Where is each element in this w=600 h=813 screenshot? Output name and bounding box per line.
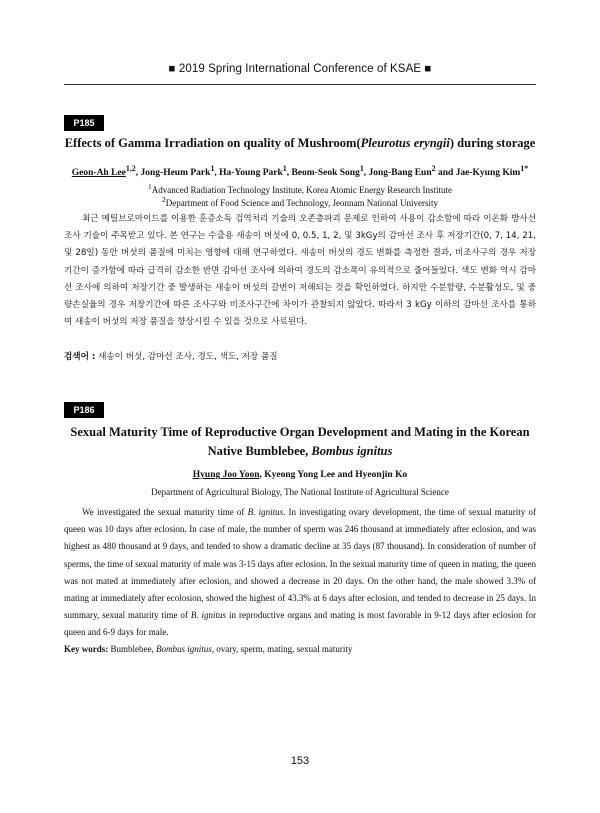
- affiliation-1: $^1$Advanced Radiation Technology Institute, Korea Atomic Energy Research Institute: [148, 182, 452, 195]
- abstract-title: Sexual Maturity Time of Reproductive Organ Development and Mating in the Korean Native Bumblebee, Bombus ignitus: [70, 425, 530, 458]
- affiliation: Department of Agricultural Biology, The National Institute of Agricultural Science: [151, 487, 449, 497]
- author: Ha-Young Park: [219, 168, 283, 179]
- author: Kyeong Yong Lee: [264, 470, 336, 480]
- abstract-title: Effects of Gamma Irradiation on quality of Mushroom(Pleurotus eryngii) during storage: [64, 136, 536, 150]
- presenting-author: Geon-Ah Lee: [71, 168, 126, 179]
- author: Jong-Bang Eun: [368, 168, 432, 179]
- abstract-id-badge: P186: [64, 402, 104, 418]
- author: Hyeonjin Ko: [355, 470, 408, 480]
- author-list: Hyung Joo Yoon, Kyeong Yong Lee and Hyeonjin Ko: [192, 470, 408, 480]
- page-number: 153: [290, 755, 310, 767]
- author: Jae-Kyung Kim: [455, 168, 521, 179]
- presenting-author: Hyung Joo Yoon: [192, 470, 260, 480]
- abstract-id-badge: P185: [64, 115, 104, 131]
- abstract-body: 최근 메틸브로마이드를 이용한 훈증소독 검역처리 기술의 오존층파괴 문제로 인하여 사용이 감소함에 따라 이온화 방사선 조사 기술이 주목받고 있다. 본 연구는 수출용 새송이 버섯에 0, 0.5, 1, 2, 및 3kGy의 감마선 조사 후 저장기간(0, 7, 14, 21, 및 28일) 동안 버섯의 품질에 미치는 영향에 대해 연구하였다. 새송이 버섯의 경도 변화를 측정한 결과, 비조사구의 경우 저장기간이 증가함에 따라 급격히 감소한 반면 감마선 조사에 의하여 경도의 감소폭이 유의적으로 줄어들었다. 색도 변화 역시 감마선 조사에 의하여 저장기간 중 발생하는 새송이 버섯의 갈변이 저해되는 것을 확인하였다. 하지만 수분함량, 수분활성도, 및 중량손실율의 경우 저장기간에 따른 조사구와 비조사구간에 차이가 관찰되지 않았다. 따라서 3 kGy 이하의 감마선 조사를 통하여 새송이 버섯의 저장 품질을 향상시킬 수 있을 것으로 사료된다.: [64, 214, 536, 328]
- keywords: 검색어 : 새송이 버섯, 감마선 조사, 경도, 색도, 저장 품질: [64, 352, 278, 362]
- author: Beom-Seok Song: [291, 168, 360, 179]
- conference-header: ■ 2019 Spring International Conference of KSAE ■: [168, 63, 432, 75]
- author-list: Geon-Ah Lee$^{1,2}$, Jong-Heum Park$^1$, Ha-Young Park$^1$, Beom-Seok Song$^1$, Jong-Bang Eun$^2$ and Jae-Kyung Kim$^{1*}$: [71, 164, 529, 179]
- author: Jong-Heum Park: [140, 168, 211, 179]
- keywords: Key words: Bumblebee, Bombus ignitus, ovary, sperm, mating, sexual maturity: [64, 644, 353, 654]
- header-rule: [64, 84, 536, 85]
- abstract-body: We investigated the sexual maturity time of B. ignitus. In investigating ovary development, the time of sexual maturity of queen was 10 days after eclosion. In case of male, the number of sperm was 246 thousand at immediately after eclosion, and was highest as 480 thousand at 9 days, and tended to show a dramatic decline at 35 days (87 thousand). In consideration of number of sperms, the time of sexual maturity of male was 3-15 days after eclosion. In the sexual maturity time of queen in mating, the queen was not mated at immediately after eclosion, and showed a decrease in 20 days. On the other hand, the male showed 3.3% of mating at immediately after ecolosion, showed the highest of 43.3% at 6 days after eclosion, and tended to decrease in 25 days. In summary, sexual maturity time of B. ignitus in reproductive organs and mating is most favorable in 9-12 days after eclosion for queen and 6-9 days for male.: [64, 507, 536, 638]
- affiliation-2: $^2$Department of Food Science and Technology, Jeonnam National University: [161, 195, 439, 208]
